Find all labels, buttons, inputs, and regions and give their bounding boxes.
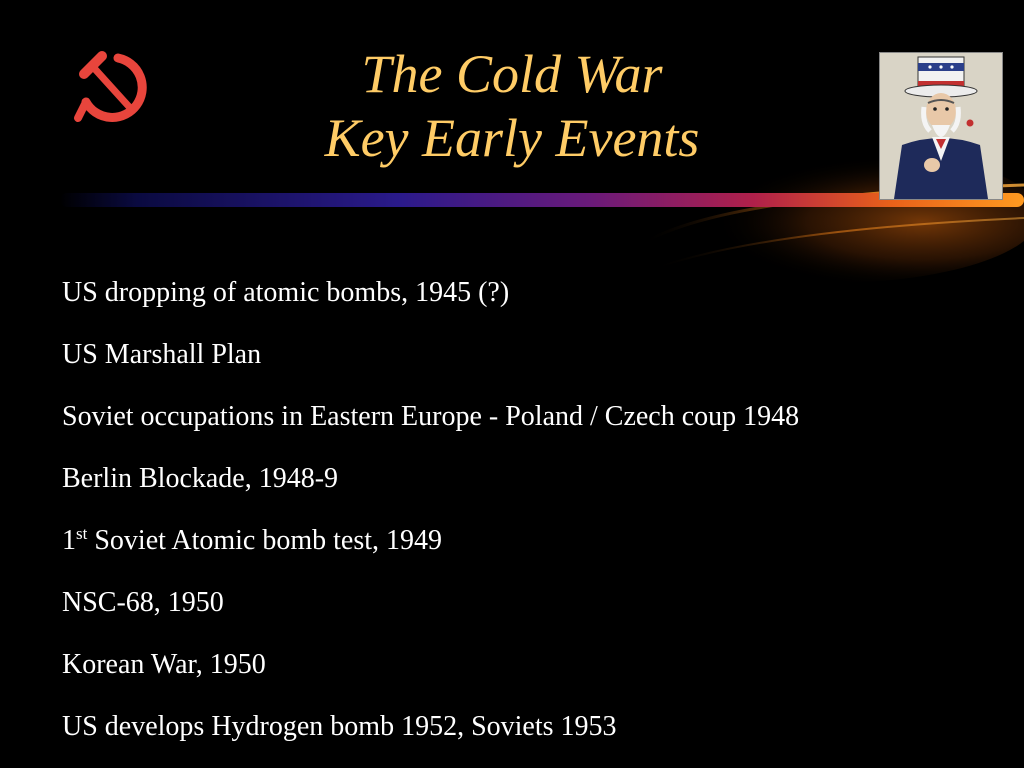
event-ordinal-suffix: st: [76, 524, 88, 543]
event-text: Soviet Atomic bomb test, 1949: [87, 525, 443, 556]
title-line-2: Key Early Events: [324, 108, 700, 168]
events-list: [62, 262, 799, 758]
slide-title: [212, 42, 812, 170]
uncle-sam-portrait: [879, 52, 1003, 200]
event-item: US dropping of atomic bombs, 1945 (?): [62, 277, 510, 308]
title-line-1: The Cold War: [361, 44, 663, 104]
event-item: Berlin Blockade, 1948-9: [62, 463, 339, 494]
event-item: Korean War, 1950: [62, 649, 266, 680]
event-ordinal-number: 1: [62, 525, 76, 556]
uncle-sam-illustration: [880, 53, 1002, 199]
event-item: NSC-68, 1950: [62, 587, 224, 618]
event-item: [62, 510, 799, 572]
event-item: US develops Hydrogen bomb 1952, Soviets 1953: [62, 711, 617, 742]
event-item: US Marshall Plan: [62, 339, 262, 370]
hammer-and-sickle-icon: [66, 40, 158, 132]
event-item: Soviet occupations in Eastern Europe - Poland / Czech coup 1948: [62, 401, 800, 432]
